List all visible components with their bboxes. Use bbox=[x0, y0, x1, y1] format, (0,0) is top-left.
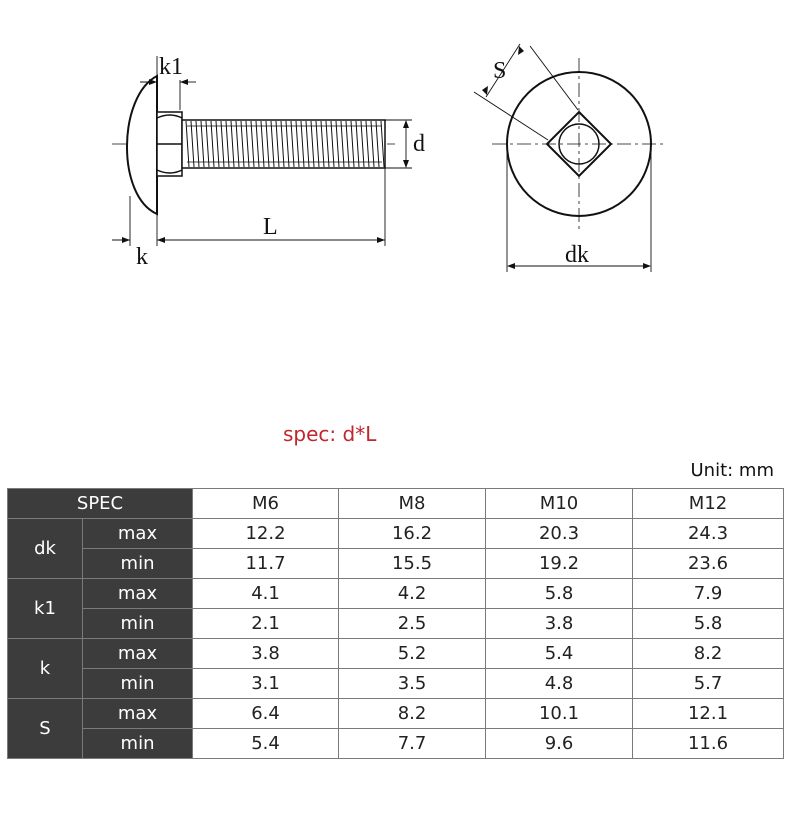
spec-note: spec: d*L bbox=[283, 422, 377, 446]
row-label: max bbox=[83, 519, 193, 549]
row-label: min bbox=[83, 549, 193, 579]
table-row bbox=[8, 609, 784, 639]
table-cell: 6.4 bbox=[193, 699, 339, 729]
table-cell: 5.7 bbox=[633, 669, 784, 699]
row-label: min bbox=[83, 729, 193, 759]
unit-note: Unit: mm bbox=[690, 460, 774, 481]
table-cell: 10.1 bbox=[486, 699, 633, 729]
header-spec: SPEC bbox=[8, 489, 193, 519]
group-label: k bbox=[8, 639, 83, 699]
table-cell: 5.2 bbox=[339, 639, 486, 669]
table-header-row bbox=[8, 489, 784, 519]
table-row bbox=[8, 549, 784, 579]
row-label: min bbox=[83, 669, 193, 699]
label-S: S bbox=[493, 58, 507, 84]
table-cell: 19.2 bbox=[486, 549, 633, 579]
table-cell: 15.5 bbox=[339, 549, 486, 579]
table-cell: 5.4 bbox=[193, 729, 339, 759]
side-view bbox=[112, 56, 412, 246]
table-cell: 5.8 bbox=[486, 579, 633, 609]
row-label: max bbox=[83, 699, 193, 729]
table-cell: 9.6 bbox=[486, 729, 633, 759]
group-label: k1 bbox=[8, 579, 83, 639]
table-cell: 12.2 bbox=[193, 519, 339, 549]
group-label: S bbox=[8, 699, 83, 759]
table-cell: 5.8 bbox=[633, 609, 784, 639]
table-cell: 24.3 bbox=[633, 519, 784, 549]
table-cell: 11.6 bbox=[633, 729, 784, 759]
table-cell: 7.9 bbox=[633, 579, 784, 609]
label-k1: k1 bbox=[159, 54, 183, 80]
table-cell: 5.4 bbox=[486, 639, 633, 669]
table-cell: 20.3 bbox=[486, 519, 633, 549]
table-cell: 3.1 bbox=[193, 669, 339, 699]
table-cell: 4.2 bbox=[339, 579, 486, 609]
row-label: max bbox=[83, 579, 193, 609]
label-d: d bbox=[413, 131, 425, 157]
table-cell: 4.8 bbox=[486, 669, 633, 699]
bolt-technical-drawing bbox=[0, 0, 790, 300]
table-cell: 4.1 bbox=[193, 579, 339, 609]
table-row bbox=[8, 579, 784, 609]
table-cell: 16.2 bbox=[339, 519, 486, 549]
table-cell: 8.2 bbox=[633, 639, 784, 669]
table-cell: 3.5 bbox=[339, 669, 486, 699]
table-cell: 2.5 bbox=[339, 609, 486, 639]
label-k: k bbox=[136, 244, 148, 270]
table-row bbox=[8, 669, 784, 699]
table-cell: 11.7 bbox=[193, 549, 339, 579]
header-size: M10 bbox=[486, 489, 633, 519]
table-cell: 7.7 bbox=[339, 729, 486, 759]
label-L: L bbox=[263, 214, 278, 240]
header-size: M6 bbox=[193, 489, 339, 519]
spec-table bbox=[7, 488, 784, 759]
table-cell: 23.6 bbox=[633, 549, 784, 579]
header-size: M12 bbox=[633, 489, 784, 519]
table-cell: 8.2 bbox=[339, 699, 486, 729]
table-cell: 3.8 bbox=[193, 639, 339, 669]
table-row bbox=[8, 519, 784, 549]
header-size: M8 bbox=[339, 489, 486, 519]
table-row bbox=[8, 699, 784, 729]
row-label: max bbox=[83, 639, 193, 669]
label-dk: dk bbox=[565, 242, 589, 268]
table-row bbox=[8, 729, 784, 759]
table-cell: 2.1 bbox=[193, 609, 339, 639]
table-cell: 12.1 bbox=[633, 699, 784, 729]
table-cell: 3.8 bbox=[486, 609, 633, 639]
group-label: dk bbox=[8, 519, 83, 579]
table-row bbox=[8, 639, 784, 669]
row-label: min bbox=[83, 609, 193, 639]
